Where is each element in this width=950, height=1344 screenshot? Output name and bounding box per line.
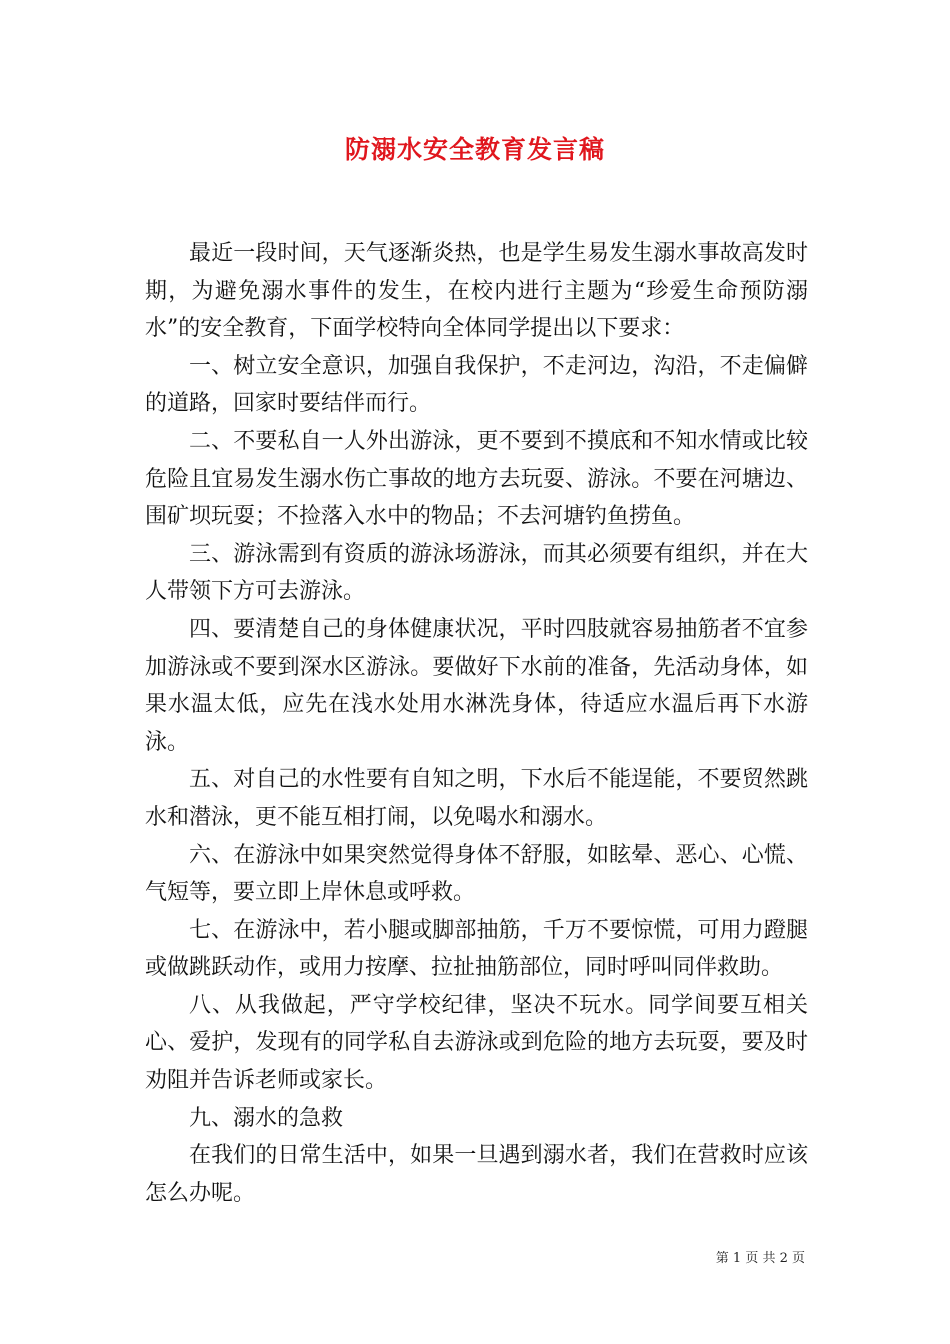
document-title: 防溺水安全教育发言稿	[344, 135, 605, 164]
paragraph-item-8: 八、从我做起，严守学校纪律，坚决不玩水。同学间要互相关心、爱护，发现有的同学私自去游泳或到危险的地方去玩耍，要及时劝阻并告诉老师或家长。	[145, 992, 808, 1094]
paragraph-item-2: 二、不要私自一人外出游泳，更不要到不摸底和不知水情或比较危险且宜易发生溺水伤亡事故的地方去玩耍、游泳。不要在河塘边、围矿坝玩耍；不捡落入水中的物品；不去河塘钓鱼捞鱼。	[145, 428, 808, 530]
page-number: 第 1 页 共 2 页	[715, 1251, 805, 1266]
paragraph-item-9-heading: 九、溺水的急救	[189, 1105, 344, 1131]
paragraph-item-6: 六、在游泳中如果突然觉得身体不舒服，如眩晕、恶心、心慌、气短等，要立即上岸休息或呼救。	[145, 842, 808, 906]
paragraph-item-1: 一、树立安全意识，加强自我保护，不走河边，沟沿，不走偏僻的道路，回家时要结伴而行。	[145, 353, 808, 417]
paragraph-item-5: 五、对自己的水性要有自知之明，下水后不能逞能，不要贸然跳水和潜泳，更不能互相打闹，以免喝水和溺水。	[145, 767, 808, 830]
paragraph-item-4: 四、要清楚自己的身体健康状况，平时四肢就容易抽筋者不宜参加游泳或不要到深水区游泳。要做好下水前的准备，先活动身体，如果水温太低，应先在浅水处用水淋洗身体，待适应水温后再下水游泳。	[145, 616, 808, 755]
paragraph-item-3: 三、游泳需到有资质的游泳场游泳，而其必须要有组织，并在大人带领下方可去游泳。	[145, 541, 808, 605]
paragraph-item-7: 七、在游泳中，若小腿或脚部抽筋，千万不要惊慌，可用力蹬腿或做跳跃动作，或用力按摩、拉扯抽筋部位，同时呼叫同伴救助。	[145, 917, 808, 981]
paragraph-rescue-intro: 在我们的日常生活中，如果一旦遇到溺水者，我们在营救时应该怎么办呢。	[145, 1143, 808, 1206]
document-body	[145, 235, 808, 1212]
paragraph-intro: 最近一段时间，天气逐渐炎热，也是学生易发生溺水事故高发时期，为避免溺水事件的发生，在校内进行主题为“珍爱生命预防溺水”的安全教育，下面学校特向全体同学提出以下要求：	[145, 241, 808, 342]
